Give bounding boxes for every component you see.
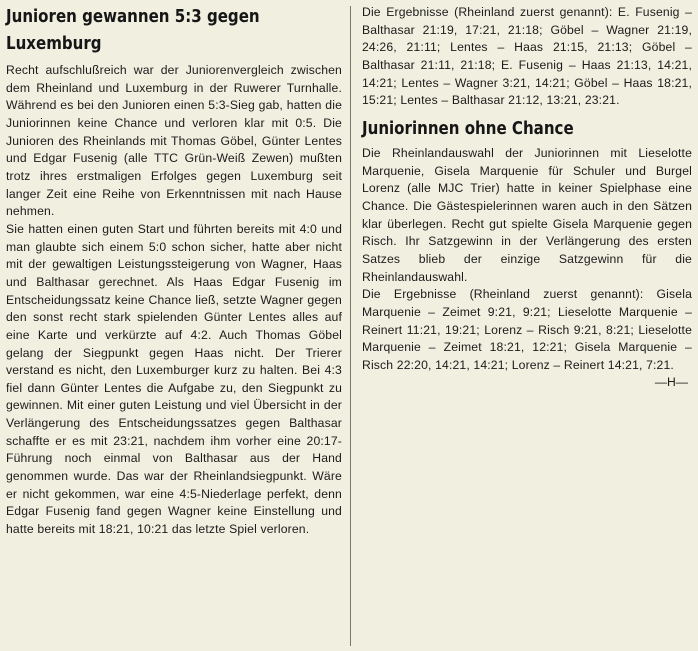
article-headline-junioren: Junioren gewannen 5:3 gegen Luxemburg	[6, 7, 260, 54]
column-divider	[350, 6, 351, 646]
article-headline-juniorinnen: Juniorinnen ohne Chance	[362, 118, 574, 139]
right-column	[362, 0, 692, 392]
results-junioren: Die Ergebnisse (Rheinland zuerst genannt): E. Fusenig – Balthasar 21:19, 17:21, 21:18; Göbel – Wagner 21:19, 24:26, 21:11; Lentes – Haas 21:15, 21:13; Göbel – Balthasar 21:11, 21:18; E. Fusenig – Haas 21:13, 14:21, 14:21; Lentes – Wagner 3:21, 14:21; Göbel – Haas 18:21, 15:21; Lentes – Balthasar 21:12, 13:21, 23:21.	[362, 5, 692, 108]
article-paragraph-match-report: Sie hatten einen guten Start und führten bereits mit 4:0 und man glaubte sich einem 5:0 schon sicher, hatte aber nicht mit der gewaltigen Leistungssteigerung von Wagner, Haas und Balthasar gerechnet. Als Haas Edgar Fusenig im Entscheidungssatz keine Chance ließ, setzte Wagner gegen den sonst recht stark spielenden Günter Lentes alles auf eine Karte und verkürzte auf 4:2. Auch Thomas Göbel gelang der Siegpunkt gegen Haas nicht. Der Trierer verstand es nicht, den Luxemburger kurz zu halten. Bei 4:3 fiel dann Günter Lentes die Aufgabe zu, den Siegpunkt zu gewinnen. Mit einer guten Leistung und viel Übersicht in der Verlängerung des Entscheidungssatzes gegen Balthasar schaffte er es mit 23:21, nachdem ihm vorher eine 20:17-Führung noch einmal von Balthasar aus der Hand genommen wurde. Das war der Rheinlandsiegpunkt. Wäre er nicht gekommen, war eine 4:5-Niederlage perfekt, denn Edgar Fusenig fand gegen Wagner keine Einstellung und hatte bereits mit 18:21, 10:21 das letzte Spiel verloren.	[6, 221, 342, 537]
left-column	[6, 0, 342, 539]
article-paragraph-intro: Recht aufschlußreich war der Juniorenvergleich zwischen dem Rheinland und Luxemburg in der Ruwerer Turnhalle. Während es bei den Junioren einen 5:3-Sieg gab, hatten die Juniorinnen keine Chance und verloren klar mit 0:5. Die Junioren des Rheinlands mit Thomas Göbel, Günter Lentes und Edgar Fusenig (alle TTC Grün-Weiß Zewen) mußten trotz ihres erstmaligen Erfolges gegen Luxemburg seit langer Zeit eine Reihe von Erkenntnissen mit nach Hause nehmen.	[6, 63, 342, 219]
author-signature: —H—	[654, 375, 688, 390]
article-paragraph-juniorinnen: Die Rheinlandauswahl der Juniorinnen mit Lieselotte Marquenie, Gisela Marquenie für Schuler und Burgel Lorenz (alle MJC Trier) hatte in keiner Spielphase eine Chance. Die Gästespielerinnen waren auch in den Sätzen klar überlegen. Recht gut spielte Gisela Marquenie gegen Risch. Ihr Satzgewinn in der Verlängerung des ersten Satzes blieb der einzige Satzgewinn für die Rheinlandauswahl.	[362, 145, 692, 284]
results-juniorinnen: Die Ergebnisse (Rheinland zuerst genannt): Gisela Marquenie – Zeimet 9:21, 9:21; Lieselotte Marquenie – Reinert 11:21, 19:21; Lorenz – Risch 9:21, 8:21; Lieselotte Marquenie – Zeimet 18:21, 12:21; Gisela Marquenie – Risch 22:20, 14:21, 14:21; Lorenz – Reinert 14:21, 7:21.	[362, 287, 692, 372]
